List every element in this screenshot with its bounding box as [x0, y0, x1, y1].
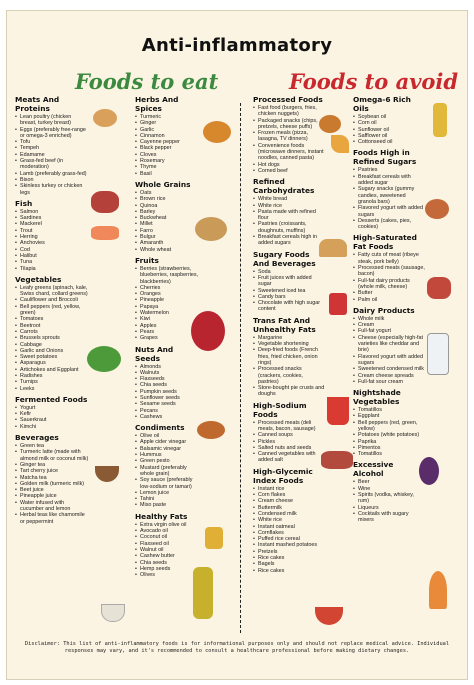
list-item: • Pineapple: [135, 297, 199, 303]
list-item: • Cinnamon: [135, 133, 199, 139]
list-item: • Garlic and Onions: [15, 348, 89, 354]
list-item: • Cottonseed oil: [353, 139, 425, 145]
list-item: • Soda: [253, 269, 325, 275]
list-item: • Kimchi: [15, 424, 89, 430]
list-item: • Tart cherry juice: [15, 468, 89, 474]
item-list: [15, 285, 89, 392]
vegetables-icon: [87, 346, 121, 372]
list-item: • Chocolate with high sugar content: [253, 300, 325, 313]
list-item: • Extra virgin olive oil: [135, 522, 199, 528]
list-item: • Sweet potatoes: [15, 354, 89, 360]
burger-icon: [319, 115, 341, 133]
list-item: • White bread: [253, 196, 325, 202]
list-item: • Brown rice: [135, 196, 199, 202]
list-item: • White rice: [253, 517, 325, 523]
list-item: • Coconut oil: [135, 534, 199, 540]
section-high-glycemic-index-foods: [253, 467, 325, 574]
list-item: • Flaxseeds: [135, 376, 199, 382]
list-item: • Miso paste: [135, 502, 199, 508]
section-title: Healthy Fats: [135, 511, 188, 521]
list-item: • Whole milk: [353, 316, 425, 322]
chicken-icon: [93, 109, 117, 127]
section-title: Processed Foods: [253, 95, 323, 104]
list-item: • Pumpkin seeds: [135, 389, 199, 395]
list-item: • Salted nuts and seeds: [253, 445, 325, 451]
list-item: • Rice cakes: [253, 568, 325, 574]
list-item: • Pretzels: [253, 549, 325, 555]
list-item: • Lamb (preferably grass-fed): [15, 171, 89, 177]
eat-column-2: [135, 95, 199, 581]
soda-icon: [329, 293, 347, 315]
section-title: Fruits: [135, 255, 159, 265]
list-item: • Thyme: [135, 164, 199, 170]
eat-column-1: [15, 95, 89, 528]
list-item: • Mackerel: [15, 221, 89, 227]
list-item: • Cocktails with sugary mixers: [353, 511, 425, 524]
list-item: • Tofu: [15, 139, 89, 145]
list-item: • Buttermilk: [253, 505, 325, 511]
list-item: • Kefir: [15, 411, 89, 417]
list-item: • Bagels: [253, 561, 325, 567]
section-title: Fish: [15, 198, 33, 208]
column-divider: [240, 103, 241, 633]
list-item: • Ginger: [135, 120, 199, 126]
section-title: Dairy Products: [353, 305, 415, 315]
section-refined-carbohydrates: [253, 177, 325, 246]
avoid-column-2: [353, 95, 425, 527]
section-title: Nightshade Vegetables: [353, 388, 401, 407]
list-item: • Yogurt: [15, 405, 89, 411]
list-item: • Kiwi: [135, 316, 199, 322]
section-title: Herbs And Spices: [135, 95, 179, 113]
item-list: [15, 114, 89, 196]
poster: [6, 10, 468, 680]
list-item: • Safflower oil: [353, 133, 425, 139]
list-item: • Beet juice: [15, 487, 89, 493]
section-title: Beverages: [15, 433, 59, 443]
item-list: [15, 405, 89, 430]
tea-cup-icon: [101, 604, 125, 622]
list-item: • Flaxseed oil: [135, 541, 199, 547]
list-item: • Tomatillos: [353, 407, 425, 413]
list-item: • Cream cheese spreads: [353, 373, 425, 379]
list-item: • Papaya: [135, 304, 199, 310]
fries-icon: [327, 397, 349, 425]
list-item: • Spirits (vodka, whiskey, rum): [353, 492, 425, 505]
spices-icon: [203, 121, 231, 143]
list-item: • Lemon juice: [135, 490, 199, 496]
list-item: • Corn oil: [353, 120, 425, 126]
list-item: • Bison: [15, 177, 89, 183]
list-item: • Hummus: [135, 452, 199, 458]
meat-icon: [427, 277, 451, 299]
list-item: • Sweetened condensed milk: [353, 366, 425, 372]
section-omega-6-rich-oils: [353, 95, 425, 145]
list-item: • Golden milk (turmeric milk): [15, 481, 89, 487]
item-list: [353, 479, 425, 523]
list-item: • Condensed milk: [253, 511, 325, 517]
list-item: • Green pesto: [135, 458, 199, 464]
list-item: • Liqueurs: [353, 505, 425, 511]
list-item: • Cream cheese: [253, 498, 325, 504]
section-herbs-and-spices: [135, 95, 199, 177]
oils-icon: [205, 527, 223, 549]
avoid-column-1: [253, 95, 325, 577]
list-item: • Oats: [135, 190, 199, 196]
list-item: • Barley: [135, 209, 199, 215]
list-item: • Millet: [135, 221, 199, 227]
list-item: • Olive oil: [135, 433, 199, 439]
list-item: • Sunflower seeds: [135, 395, 199, 401]
cocktail-icon: [429, 571, 447, 609]
list-item: • Herbal teas like chamomile or peppermint: [15, 512, 89, 525]
list-item: • Pastries: [353, 167, 425, 173]
section-condiments: [135, 423, 199, 509]
list-item: • Turnips: [15, 379, 89, 385]
list-item: • Pimentos: [353, 445, 425, 451]
list-item: • Canned soups: [253, 432, 325, 438]
list-item: • Whole wheat: [135, 247, 199, 253]
list-item: • Soy sauce (preferably low-sodium or tamari): [135, 477, 199, 490]
nuts-icon: [197, 421, 225, 439]
section-title: Fermented Foods: [15, 394, 88, 404]
list-item: • Flavored yogurt with added sugars: [353, 354, 425, 367]
list-item: • Tuna: [15, 259, 89, 265]
bacon-icon: [321, 451, 353, 469]
list-item: • Beer: [353, 479, 425, 485]
list-item: • Candy bars: [253, 294, 325, 300]
list-item: • Walnut oil: [135, 547, 199, 553]
list-item: • Cabbage: [15, 342, 89, 348]
list-item: • Apples: [135, 323, 199, 329]
list-item: • Cashews: [135, 414, 199, 420]
section-fruits: [135, 256, 199, 342]
item-list: [353, 407, 425, 457]
disclaimer: Disclaimer: This list of anti-inflammatory foods is for informational purposes only and should not replace medical advice. Individual responses may vary, and it's recommended to consult a healthcare professional before making dietary changes.: [24, 641, 450, 655]
list-item: • Asparagus: [15, 360, 89, 366]
list-item: • Mustard (preferably whole grain): [135, 465, 199, 478]
section-dairy-products: [353, 306, 425, 385]
list-item: • Store-bought pie crusts and doughs: [253, 385, 325, 398]
section-title: High-Sodium Foods: [253, 400, 307, 419]
section-title: Omega-6 Rich Oils: [353, 95, 411, 113]
item-list: [253, 196, 325, 246]
item-list: [15, 209, 89, 272]
item-list: [253, 105, 325, 174]
list-item: • Tilapia: [15, 266, 89, 272]
list-item: • Garlic: [135, 127, 199, 133]
list-item: • Sweetened iced tea: [253, 288, 325, 294]
list-item: • Processed snacks (crackers, cookies, pastries): [253, 366, 325, 385]
list-item: • Almonds: [135, 364, 199, 370]
section-title: Nuts And Seeds: [135, 344, 174, 363]
section-healthy-fats: [135, 512, 199, 579]
poster-title: Anti-inflammatory: [141, 35, 333, 56]
list-item: • Butter: [353, 290, 425, 296]
list-item: • Anchovies: [15, 240, 89, 246]
list-item: • Pineapple juice: [15, 493, 89, 499]
milk-icon: [427, 333, 449, 375]
item-list: [253, 335, 325, 398]
list-item: • Flavored yogurt with added sugars: [353, 205, 425, 218]
list-item: • Cashew butter: [135, 553, 199, 559]
list-item: • Sardines: [15, 215, 89, 221]
list-item: • Halibut: [15, 253, 89, 259]
list-item: • Frozen meals (pizza, lasagna, TV dinners): [253, 130, 325, 143]
list-item: • Rice cakes: [253, 555, 325, 561]
item-list: [353, 167, 425, 230]
list-item: • Quinoa: [135, 203, 199, 209]
section-title: High-Glycemic Index Foods: [253, 466, 313, 485]
section-title: Foods High in Refined Sugars: [353, 148, 417, 167]
list-item: • Leafy greens (spinach, kale, Swiss chard, collard greens): [15, 285, 89, 298]
cereal-icon: [425, 199, 449, 219]
section-title: Excessive Alcohol: [353, 460, 394, 479]
list-item: • Oranges: [135, 291, 199, 297]
item-list: [135, 114, 199, 177]
list-item: • Tomatillos: [353, 451, 425, 457]
section-title: Sugary Foods And Beverages: [253, 249, 316, 268]
list-item: • Breakfast cereals with added sugar: [353, 174, 425, 187]
section-sugary-foods-and-beverages: [253, 250, 325, 313]
list-item: • Herring: [15, 234, 89, 240]
list-item: • Turmeric: [135, 114, 199, 120]
section-vegetables: [15, 275, 89, 392]
list-item: • Chia seeds: [135, 382, 199, 388]
item-list: [135, 190, 199, 253]
list-item: • Fruit juices with added sugar: [253, 275, 325, 288]
list-item: • Chia seeds: [135, 560, 199, 566]
list-item: • Deep-fried foods (French fries, fried chicken, onion rings): [253, 347, 325, 366]
list-item: • Avocado oil: [135, 528, 199, 534]
list-item: • Full-fat dairy products (whole milk, cheese): [353, 278, 425, 291]
list-item: • Grass-fed beef (in moderation): [15, 158, 89, 171]
list-item: • Sauerkraut: [15, 417, 89, 423]
berries-icon: [191, 311, 225, 351]
list-item: • Rosemary: [135, 158, 199, 164]
list-item: • Breakfast cereals high in added sugars: [253, 234, 325, 247]
list-item: • Hemp seeds: [135, 566, 199, 572]
list-item: • Turmeric latte (made with almond milk or coconut milk): [15, 449, 89, 462]
list-item: • Desserts (cakes, pies, cookies): [353, 218, 425, 231]
list-item: • Buckwheat: [135, 215, 199, 221]
list-item: • Fast food (burgers, fries, chicken nuggets): [253, 105, 325, 118]
list-item: • Bell peppers (red, green, yellow): [353, 420, 425, 433]
list-item: • Tahini: [135, 496, 199, 502]
steak-icon: [91, 191, 119, 213]
list-item: • Fatty cuts of meat (ribeye steak, pork belly): [353, 252, 425, 265]
list-item: • Water infused with cucumber and lemon: [15, 500, 89, 513]
list-item: • Balsamic vinegar: [135, 446, 199, 452]
noodles-icon: [315, 607, 343, 625]
list-item: • Trout: [15, 228, 89, 234]
list-item: • Cheese (especially high-fat varieties like cheddar and brie): [353, 335, 425, 354]
grains-icon: [195, 217, 227, 241]
foods-to-avoid-heading: Foods to avoid: [289, 69, 459, 94]
yogurt-bowl-icon: [95, 466, 119, 482]
section-beverages: [15, 433, 89, 525]
item-list: [353, 114, 425, 145]
list-item: • Sunflower oil: [353, 127, 425, 133]
item-list: [253, 486, 325, 574]
list-item: • Brussels sprouts: [15, 335, 89, 341]
list-item: • Carrots: [15, 329, 89, 335]
list-item: • Matcha tea: [15, 475, 89, 481]
section-title: Condiments: [135, 423, 185, 433]
item-list: [253, 420, 325, 464]
item-list: [15, 443, 89, 525]
list-item: • Pecans: [135, 408, 199, 414]
list-item: • Pasta made with refined flour: [253, 209, 325, 222]
list-item: • Corned beef: [253, 168, 325, 174]
list-item: • Pastries (croissants, doughnuts, muffins): [253, 221, 325, 234]
section-nuts-and-seeds: [135, 345, 199, 421]
list-item: • Grapes: [135, 335, 199, 341]
list-item: • Instant mashed potatoes: [253, 542, 325, 548]
list-item: • Amaranth: [135, 240, 199, 246]
section-nightshade-vegetables: [353, 388, 425, 457]
list-item: • Radishes: [15, 373, 89, 379]
list-item: • Convenience foods (microwave dinners, instant noodles, canned pasta): [253, 143, 325, 162]
section-high-sodium-foods: [253, 401, 325, 464]
list-item: • Cream: [353, 322, 425, 328]
list-item: • Salmon: [15, 209, 89, 215]
list-item: • Farro: [135, 228, 199, 234]
item-list: [253, 269, 325, 313]
section-foods-high-in-refined-sugars: [353, 148, 425, 230]
section-title: Refined Carbohydrates: [253, 177, 315, 196]
list-item: • Apple cider vinegar: [135, 439, 199, 445]
section-title: High-Saturated Fat Foods: [353, 233, 417, 252]
foods-to-eat-heading: Foods to eat: [75, 69, 219, 94]
list-item: • Eggs (preferably free-range or omega-3 enriched): [15, 127, 89, 140]
item-list: [353, 316, 425, 385]
list-item: • Pickles: [253, 439, 325, 445]
list-item: • Instant rice: [253, 486, 325, 492]
list-item: • Ginger tea: [15, 462, 89, 468]
item-list: [135, 522, 199, 579]
list-item: • Artichokes and Eggplant: [15, 367, 89, 373]
list-item: • Soybean oil: [353, 114, 425, 120]
list-item: • Cloves: [135, 152, 199, 158]
list-item: • Corn flakes: [253, 492, 325, 498]
list-item: • Bell peppers (red, yellow, green): [15, 304, 89, 317]
list-item: • Paprika: [353, 439, 425, 445]
list-item: • Beetroot: [15, 323, 89, 329]
list-item: • Leeks: [15, 386, 89, 392]
list-item: • Wine: [353, 486, 425, 492]
list-item: • Lean poultry (chicken breast, turkey breast): [15, 114, 89, 127]
section-processed-foods: [253, 95, 325, 174]
section-title: Meats And Proteins: [15, 95, 60, 113]
list-item: • Canned vegetables with added salt: [253, 451, 325, 464]
list-item: • Berries (strawberries, blueberries, raspberries, blackberries): [135, 266, 199, 285]
list-item: • Margarine: [253, 335, 325, 341]
list-item: • Pears: [135, 329, 199, 335]
list-item: • Sugary snacks (gummy candies, sweetened granola bars): [353, 186, 425, 205]
list-item: • Cornflakes: [253, 530, 325, 536]
list-item: • Olives: [135, 572, 199, 578]
list-item: • Puffed rice cereal: [253, 536, 325, 542]
list-item: • Walnuts: [135, 370, 199, 376]
list-item: • Cherries: [135, 285, 199, 291]
eggplant-icon: [419, 457, 439, 485]
list-item: • Cayenne pepper: [135, 139, 199, 145]
section-meats-and-proteins: [15, 95, 89, 196]
list-item: • Sesame seeds: [135, 401, 199, 407]
pizza-icon: [331, 135, 349, 153]
list-item: • Green tea: [15, 443, 89, 449]
list-item: • Potatoes (white potatoes): [353, 432, 425, 438]
item-list: [135, 266, 199, 342]
section-title: Trans Fat And Unhealthy Fats: [253, 315, 316, 334]
section-title: Vegetables: [15, 274, 62, 284]
list-item: • Cod: [15, 247, 89, 253]
list-item: • Full-fat yogurt: [353, 328, 425, 334]
section-excessive-alcohol: [353, 460, 425, 523]
list-item: • Instant oatmeal: [253, 524, 325, 530]
salmon-icon: [91, 226, 119, 240]
list-item: • Full-fat sour cream: [353, 379, 425, 385]
section-whole-grains: [135, 180, 199, 253]
list-item: • Tomatoes: [15, 316, 89, 322]
list-item: • Cauliflower and Broccoli: [15, 297, 89, 303]
section-fermented-foods: [15, 395, 89, 430]
list-item: • Black pepper: [135, 145, 199, 151]
section-trans-fat-and-unhealthy-fats: [253, 316, 325, 398]
item-list: [353, 252, 425, 302]
list-item: • Basil: [135, 171, 199, 177]
list-item: • Edamame: [15, 152, 89, 158]
list-item: • Packaged snacks (chips, pretzels, cheese puffs): [253, 118, 325, 131]
list-item: • Hot dogs: [253, 162, 325, 168]
list-item: • Palm oil: [353, 297, 425, 303]
section-title: Whole Grains: [135, 179, 191, 189]
list-item: • Processed meats (sausage, bacon): [353, 265, 425, 278]
list-item: • Processed meats (deli meats, bacon, sausage): [253, 420, 325, 433]
list-item: • Bulgur: [135, 234, 199, 240]
item-list: [135, 433, 199, 509]
list-item: • Watermelon: [135, 310, 199, 316]
list-item: • White rice: [253, 203, 325, 209]
list-item: • Skinless turkey or chicken legs: [15, 183, 89, 196]
section-high-saturated-fat-foods: [353, 233, 425, 302]
list-item: • Vegetable shortening: [253, 341, 325, 347]
list-item: • Tempeh: [15, 145, 89, 151]
bread-icon: [319, 239, 347, 257]
list-item: • Eggplant: [353, 413, 425, 419]
oil-bottle-icon: [433, 103, 447, 137]
item-list: [135, 364, 199, 421]
olive-oil-bottle-icon: [193, 567, 213, 619]
section-fish: [15, 199, 89, 272]
